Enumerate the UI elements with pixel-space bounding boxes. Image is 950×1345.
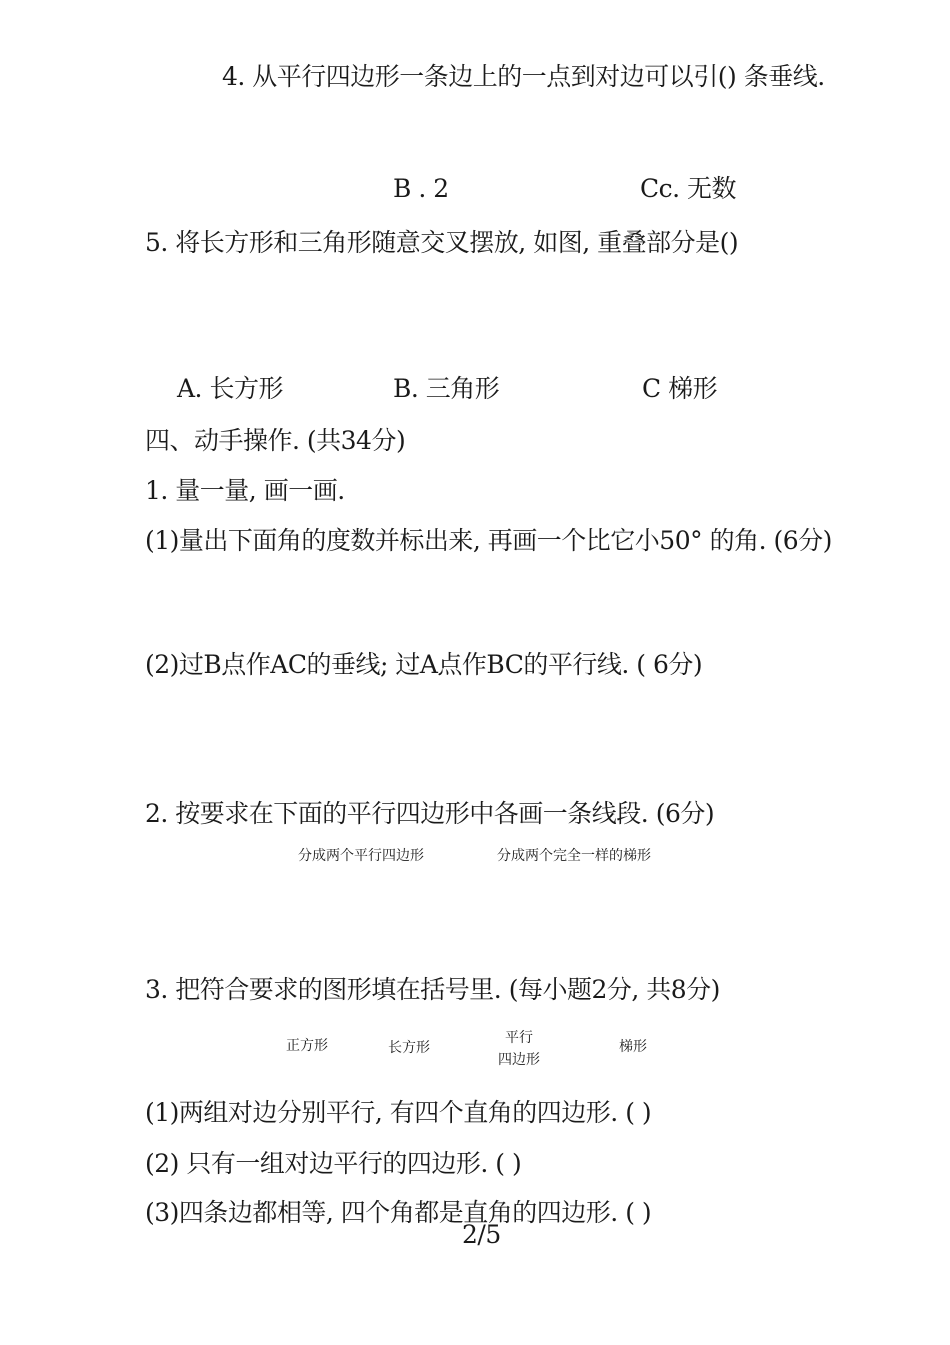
page-number: 2/5 [462,1220,501,1249]
q4-option-c: Cc. 无数 [640,174,737,203]
q5-option-a: A. 长方形 [177,374,283,403]
shape-label-parallelogram-line1: 平行 [505,1030,533,1046]
q5-option-b: B. 三角形 [393,374,500,403]
item1-sub2: (2)过B点作AC的垂线; 过A点作BC的平行线. ( 6分) [145,650,703,679]
shape-label-square: 正方形 [286,1038,328,1054]
shape-label-trapezoid: 梯形 [619,1039,647,1055]
q5-option-c: C 梯形 [642,374,718,403]
item3-sub1: (1)两组对边分别平行, 有四个直角的四边形. ( ) [145,1098,652,1127]
q5-text: 5. 将长方形和三角形随意交叉摆放, 如图, 重叠部分是() [145,228,739,257]
shape-label-rectangle: 长方形 [388,1040,430,1056]
item3-sub3: (3)四条边都相等, 四个角都是直角的四边形. ( ) [145,1198,652,1227]
item1-sub1: (1)量出下面角的度数并标出来, 再画一个比它小50° 的角. (6分) [145,526,832,555]
section4-heading: 四、动手操作. (共34分) [145,426,406,455]
item3-sub2: (2) 只有一组对边平行的四边形. ( ) [145,1149,522,1178]
shape-label-parallelogram-line2: 四边形 [498,1052,540,1068]
item2-label-right: 分成两个完全一样的梯形 [497,848,651,864]
q4-option-b: B . 2 [393,174,449,203]
q4-text: 4. 从平行四边形一条边上的一点到对边可以引() 条垂线. [222,62,825,91]
item1-text: 1. 量一量, 画一画. [145,476,345,505]
item2-label-left: 分成两个平行四边形 [298,848,424,864]
item2-text: 2. 按要求在下面的平行四边形中各画一条线段. (6分) [145,799,715,828]
item3-text: 3. 把符合要求的图形填在括号里. (每小题2分, 共8分) [145,975,720,1004]
